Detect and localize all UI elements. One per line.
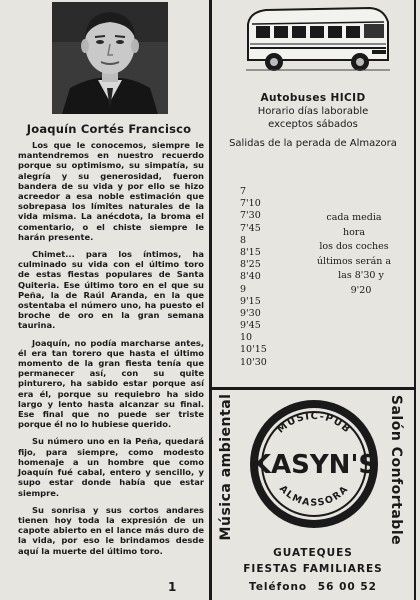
phone-label: Teléfono bbox=[249, 581, 308, 593]
article-paragraph: Los que le conocemos, siempre le mantendremos en nuestro recuerdo porque su optimismo, su simpatía, su alegría y su generosidad, fueron bandera de su vida y por ello se hizo acreedor a esa noble estimación que sobrepasa los límites naturales de la vida misma. La anécdota, la broma el comentario, o el chiste siempre le harán presente. bbox=[18, 140, 204, 242]
departure-time: 7'45 bbox=[240, 222, 261, 234]
ad-divider bbox=[209, 387, 416, 390]
article-paragraph: Chimet... para los íntimos, ha culminado su vida con el último toro de estas fiestas populares de Santa Quiteria. Ese último toro en el que su Peña, la de Raúl Aranda, en la que ostentaba el número uno, ha puesto el broche de oro en la gran semana taurina. bbox=[18, 249, 204, 331]
portrait-image bbox=[52, 2, 168, 114]
logo-top-text: MUSIC-PUB bbox=[275, 410, 353, 436]
departure-time: 10'15 bbox=[240, 344, 267, 356]
kasyn-line-fiestas: FIESTAS FAMILIARES bbox=[243, 563, 383, 575]
article-paragraph: Su número uno en la Peña, quedará fijo, para siempre, como modesto homenaje a un hombre que como Joaquín fué cabal, entero y sencillo, y supo estar donde había que estar siempre. bbox=[18, 436, 204, 498]
departure-time: 9'15 bbox=[240, 295, 261, 307]
departure-time: 10'30 bbox=[240, 356, 267, 368]
article-paragraph: Su sonrisa y sus cortos andares tienen hoy toda la expresión de un capote abierto en el lance más duro de la vida, por eso le brindamos desde aquí la muerte del último toro. bbox=[18, 504, 204, 556]
departure-time: 7'30 bbox=[240, 210, 261, 222]
kasyn-side-text-right bbox=[380, 394, 412, 546]
departure-time: 8'15 bbox=[240, 246, 261, 258]
portrait-photo bbox=[52, 2, 168, 114]
article-paragraph: Joaquín, no podía marcharse antes, él era tan torero que hasta el último momento de la gran fiesta tenía que permanecer así, con su quite pinturero, ha sabido estar porque así era él, porque su requiebro ha sido largo y lento hasta alcanzar su final. Ese final que no puede ser triste porque él no lo hubiese querido. bbox=[18, 337, 204, 430]
page-number: 1 bbox=[168, 580, 177, 594]
music-ambient-text: Música ambiental bbox=[218, 393, 234, 541]
departure-time: 9 bbox=[240, 283, 247, 295]
bus-icon bbox=[244, 4, 392, 74]
schedule-note bbox=[298, 211, 410, 298]
kasyn-side-text-left bbox=[211, 392, 241, 542]
departure-time: 7 bbox=[240, 186, 247, 197]
departure-time: 8'40 bbox=[240, 271, 261, 283]
schedule-note-line: últimos serán a bbox=[316, 255, 392, 267]
departure-time: 10 bbox=[240, 332, 253, 344]
departure-time: 9'30 bbox=[240, 307, 261, 319]
article-heading: Joaquín Cortés Francisco bbox=[26, 122, 192, 136]
schedule-note-line: 9'20 bbox=[350, 284, 372, 296]
departure-time: 9'45 bbox=[240, 320, 261, 332]
logo-name: KASYN'S bbox=[250, 450, 378, 480]
schedule-days: Horario días laborable bbox=[257, 106, 369, 117]
departure-time: 8'25 bbox=[240, 259, 261, 271]
kasyns-logo bbox=[247, 397, 381, 531]
departure-time: 7'10 bbox=[240, 198, 261, 210]
article-body bbox=[18, 140, 204, 563]
schedule-note-line: los dos coches bbox=[319, 241, 389, 252]
kasyn-line-guateques: GUATEQUES bbox=[273, 547, 353, 559]
departure-times bbox=[240, 186, 280, 369]
schedule-note-line: hora bbox=[342, 226, 366, 238]
logo-bottom-text: ALMASSORA bbox=[276, 483, 352, 509]
departure-time: 8 bbox=[240, 234, 247, 246]
departure-location: Salidas de la perada de Almazora bbox=[229, 138, 397, 149]
page-edge-rule bbox=[414, 0, 416, 600]
schedule-note-line: las 8'30 y bbox=[338, 270, 384, 281]
article-column bbox=[12, 0, 202, 600]
kasyn-phone-line bbox=[212, 581, 414, 593]
bus-company-name: Autobuses HICID bbox=[260, 92, 366, 104]
comfort-salon-text: Salón Confortable bbox=[388, 394, 404, 546]
schedule-exception: exceptos sábados bbox=[268, 119, 358, 130]
phone-number: 56 00 52 bbox=[317, 581, 377, 593]
schedule-note-line: cada media bbox=[326, 212, 382, 223]
